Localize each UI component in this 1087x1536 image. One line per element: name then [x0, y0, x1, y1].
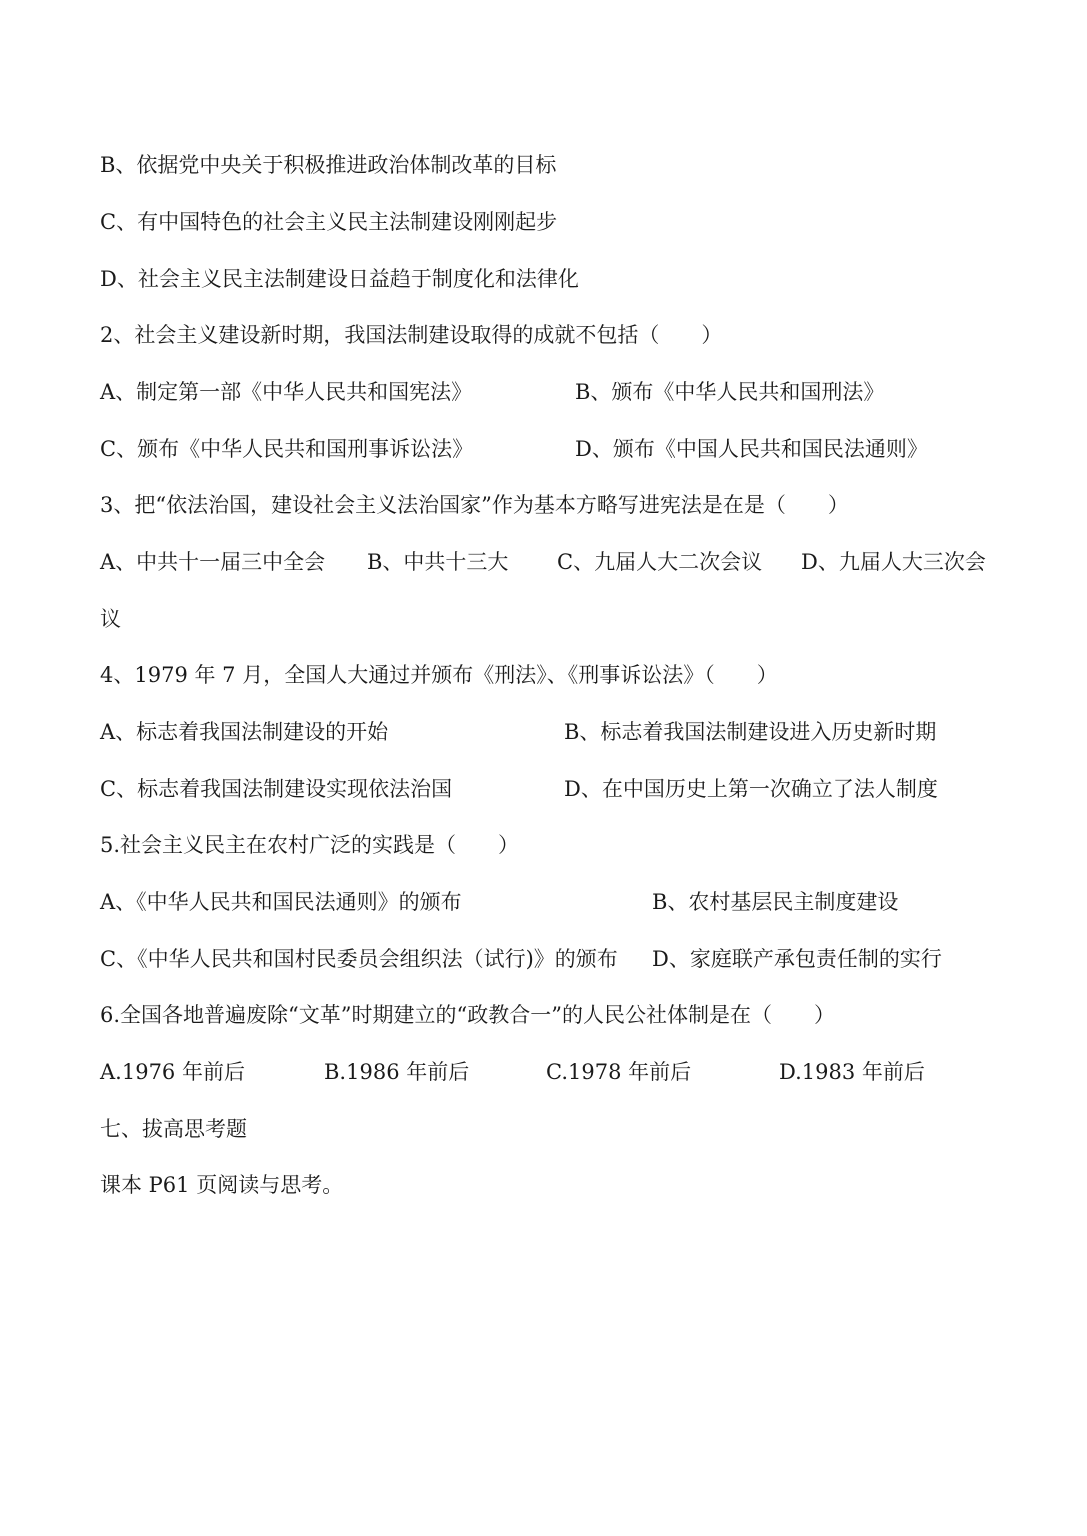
question-6-option-b: B.1986 年前后	[324, 1060, 470, 1084]
question-6-option-d: D.1983 年前后	[779, 1060, 925, 1084]
question-3-option-c: C、九届人大二次会议	[557, 550, 763, 574]
question-6-stem: 6.全国各地普遍废除“文革”时期建立的“政教合一”的人民公社体制是在（ ）	[100, 1003, 835, 1027]
question-4-option-d: D、在中国历史上第一次确立了法人制度	[564, 777, 938, 801]
question-2-option-b: B、颁布《中华人民共和国刑法》	[575, 380, 885, 404]
question-5-option-d: D、家庭联产承包责任制的实行	[652, 947, 942, 971]
question-2-stem: 2、社会主义建设新时期，我国法制建设取得的成就不包括（ ）	[100, 323, 723, 347]
question-5-option-a: A、《中华人民共和国民法通则》的颁布	[100, 890, 462, 914]
question-6-option-a: A.1976 年前后	[100, 1060, 245, 1084]
question-3-option-a: A、中共十一届三中全会	[100, 550, 326, 574]
option-d-line: D、社会主义民主法制建设日益趋于制度化和法律化	[100, 267, 579, 291]
section-heading: 七、拔高思考题	[100, 1117, 247, 1141]
question-2-option-a: A、制定第一部《中华人民共和国宪法》	[100, 380, 473, 404]
question-5-option-b: B、农村基层民主制度建设	[652, 890, 899, 914]
question-5-stem: 5.社会主义民主在农村广泛的实践是（ ）	[100, 833, 520, 857]
question-5-option-c: C、《中华人民共和国村民委员会组织法（试行)》的颁布	[100, 947, 618, 971]
question-6-option-c: C.1978 年前后	[546, 1060, 692, 1084]
question-3-option-b: B、中共十三大	[367, 550, 509, 574]
question-2-option-c: C、颁布《中华人民共和国刑事诉讼法》	[100, 437, 474, 461]
question-4-option-b: B、标志着我国法制建设进入历史新时期	[564, 720, 937, 744]
question-3-stem: 3、把“依法治国，建设社会主义法治国家”作为基本方略写进宪法是在是（ ）	[100, 493, 849, 517]
question-2-option-d: D、颁布《中国人民共和国民法通则》	[575, 437, 928, 461]
section-text: 课本 P61 页阅读与思考。	[100, 1173, 344, 1197]
option-b-line: B、依据党中央关于积极推进政治体制改革的目标	[100, 153, 557, 177]
question-4-option-a: A、标志着我国法制建设的开始	[100, 720, 389, 744]
option-c-line: C、有中国特色的社会主义民主法制建设刚刚起步	[100, 210, 558, 234]
question-3-option-d-wrap: 议	[100, 607, 121, 631]
question-4-option-c: C、标志着我国法制建设实现依法治国	[100, 777, 453, 801]
question-4-stem: 4、1979 年 7 月，全国人大通过并颁布《刑法》、《刑事诉讼法》（ ）	[100, 663, 778, 687]
question-3-option-d: D、九届人大三次会	[801, 550, 986, 574]
